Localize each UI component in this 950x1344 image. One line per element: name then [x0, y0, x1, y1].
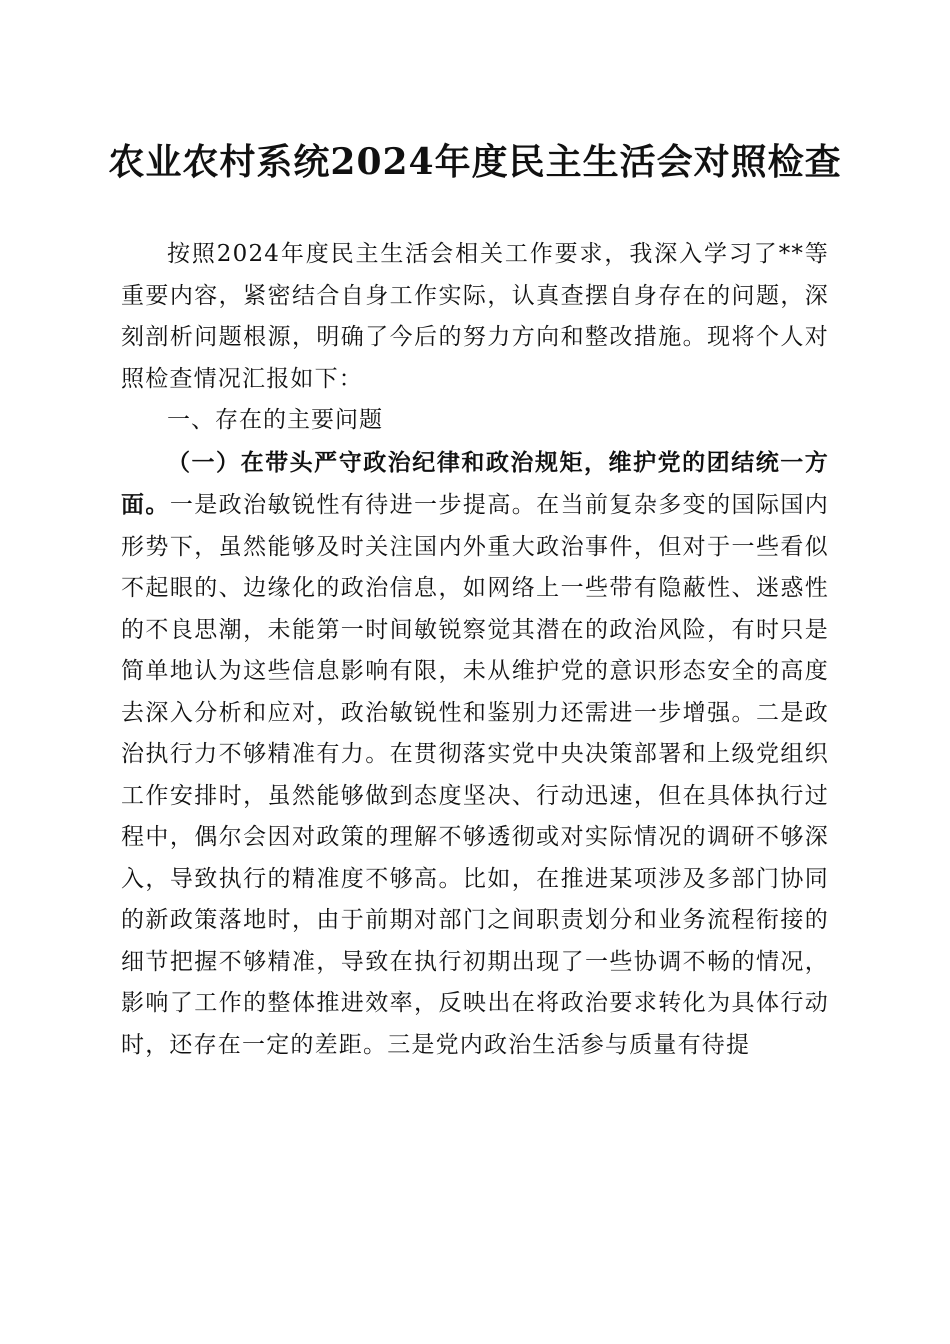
intro-paragraph: 按照2024年度民主生活会相关工作要求，我深入学习了**等重要内容，紧密结合自身工作实际，认真查摆自身存在的问题，深刻剖析问题根源，明确了今后的努力方向和整改措施。现将个人对照检查情况汇报如下：: [121, 241, 829, 392]
subsection-lead: （一）在带头严守政治纪律和政治规矩，维护党的团结统一方面。: [121, 448, 829, 518]
document-title: 农业农村系统2024年度民主生活会对照检查: [108, 141, 842, 183]
subsection-body: 一是政治敏锐性有待进一步提高。在当前复杂多变的国际国内形势下，虽然能够及时关注国内外重大政治事件，但对于一些看似不起眼的、边缘化的政治信息，如网络上一些带有隐蔽性、迷惑性的不良思潮，未能第一时间敏锐察觉其潜在的政治风险，有时只是简单地认为这些信息影响有限，未从维护党的意识形态安全的高度去深入分析和应对，政治敏锐性和鉴别力还需进一步增强。二是政治执行力不够精准有力。在贯彻落实党中央决策部署和上级党组织工作安排时，虽然能够做到态度坚决、行动迅速，但在具体执行过程中，偶尔会因对政策的理解不够透彻或对实际情况的调研不够深入，导致执行的精准度不够高。比如，在推进某项涉及多部门协同的新政策落地时，由于前期对部门之间职责划分和业务流程衔接的细节把握不够精准，导致在执行初期出现了一些协调不畅的情况，影响了工作的整体推进效率，反映出在将政治要求转化为具体行动时，还存在一定的差距。三是党内政治生活参与质量有待提: [121, 492, 829, 1058]
document-body: [121, 234, 829, 1066]
subsection-paragraph-political-discipline: [121, 442, 829, 1067]
section-heading-main-problems: 一、存在的主要问题: [167, 407, 383, 433]
